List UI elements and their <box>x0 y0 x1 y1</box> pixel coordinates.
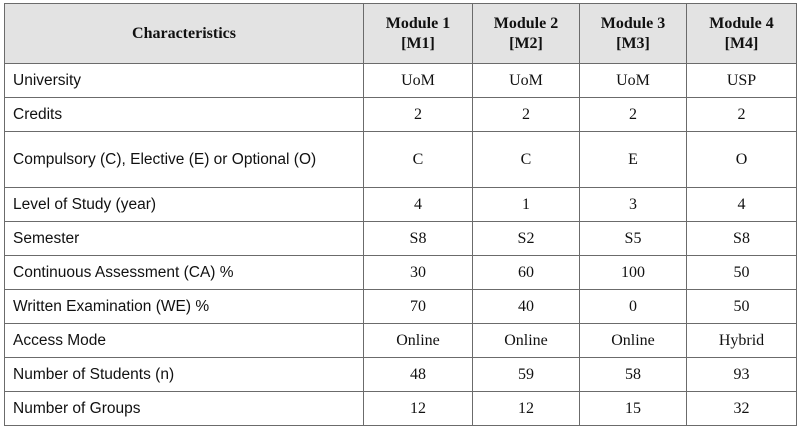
row-label: Number of Students (n) <box>5 358 364 392</box>
header-module-3 <box>580 4 687 64</box>
row-label: Written Examination (WE) % <box>5 290 364 324</box>
header-module-1 <box>364 4 473 64</box>
cell-m4: Hybrid <box>687 324 797 358</box>
cell-m4: S8 <box>687 222 797 256</box>
cell-m3: 15 <box>580 392 687 426</box>
cell-m4: 50 <box>687 290 797 324</box>
row-label: Level of Study (year) <box>5 188 364 222</box>
cell-m3: 3 <box>580 188 687 222</box>
header-module-1-name: Module 1 <box>385 14 451 32</box>
cell-m4: O <box>687 132 797 188</box>
header-module-4-name: Module 4 <box>709 14 774 32</box>
table-row-continuous-assessment <box>5 256 797 290</box>
cell-m2: 12 <box>473 392 580 426</box>
cell-m4: 4 <box>687 188 797 222</box>
row-label: Access Mode <box>5 324 364 358</box>
header-module-3-code: [M3] <box>616 34 650 52</box>
table-row-module-type <box>5 132 797 188</box>
cell-m2: 40 <box>473 290 580 324</box>
cell-m4: USP <box>687 64 797 98</box>
table-row-written-examination <box>5 290 797 324</box>
table-row-access-mode <box>5 324 797 358</box>
cell-m2: S2 <box>473 222 580 256</box>
table-row-university <box>5 64 797 98</box>
cell-m3: 100 <box>580 256 687 290</box>
header-module-2 <box>473 4 580 64</box>
table-row-number-of-students <box>5 358 797 392</box>
module-characteristics-table <box>4 3 797 426</box>
row-label: Semester <box>5 222 364 256</box>
module-characteristics-table-container <box>4 3 797 426</box>
cell-m1: 12 <box>364 392 473 426</box>
table-row-credits <box>5 98 797 132</box>
cell-m4: 50 <box>687 256 797 290</box>
cell-m2: 60 <box>473 256 580 290</box>
cell-m1: 4 <box>364 188 473 222</box>
table-row-semester <box>5 222 797 256</box>
cell-m1: 48 <box>364 358 473 392</box>
table-header-row <box>5 4 797 64</box>
cell-m1: 30 <box>364 256 473 290</box>
cell-m2: 1 <box>473 188 580 222</box>
cell-m4: 32 <box>687 392 797 426</box>
row-label: Number of Groups <box>5 392 364 426</box>
row-label: Continuous Assessment (CA) % <box>5 256 364 290</box>
table-row-number-of-groups <box>5 392 797 426</box>
cell-m2: 2 <box>473 98 580 132</box>
header-module-4-code: [M4] <box>724 34 759 52</box>
cell-m1: Online <box>364 324 473 358</box>
cell-m3: Online <box>580 324 687 358</box>
cell-m2: 59 <box>473 358 580 392</box>
header-module-3-name: Module 3 <box>600 14 666 32</box>
cell-m2: UoM <box>473 64 580 98</box>
cell-m1: 2 <box>364 98 473 132</box>
cell-m3: S5 <box>580 222 687 256</box>
cell-m2: Online <box>473 324 580 358</box>
header-module-2-name: Module 2 <box>493 14 559 32</box>
cell-m1: S8 <box>364 222 473 256</box>
row-label: Credits <box>5 98 364 132</box>
cell-m2: C <box>473 132 580 188</box>
cell-m3: 0 <box>580 290 687 324</box>
cell-m4: 93 <box>687 358 797 392</box>
cell-m4: 2 <box>687 98 797 132</box>
header-module-2-code: [M2] <box>509 34 543 52</box>
cell-m3: 58 <box>580 358 687 392</box>
cell-m3: UoM <box>580 64 687 98</box>
cell-m1: C <box>364 132 473 188</box>
cell-m1: 70 <box>364 290 473 324</box>
header-characteristics: Characteristics <box>5 4 364 64</box>
table-row-level-of-study <box>5 188 797 222</box>
cell-m3: 2 <box>580 98 687 132</box>
header-module-1-code: [M1] <box>401 34 435 52</box>
cell-m1: UoM <box>364 64 473 98</box>
cell-m3: E <box>580 132 687 188</box>
header-module-4 <box>687 4 797 64</box>
row-label: Compulsory (C), Elective (E) or Optional (O) <box>5 132 364 188</box>
row-label: University <box>5 64 364 98</box>
